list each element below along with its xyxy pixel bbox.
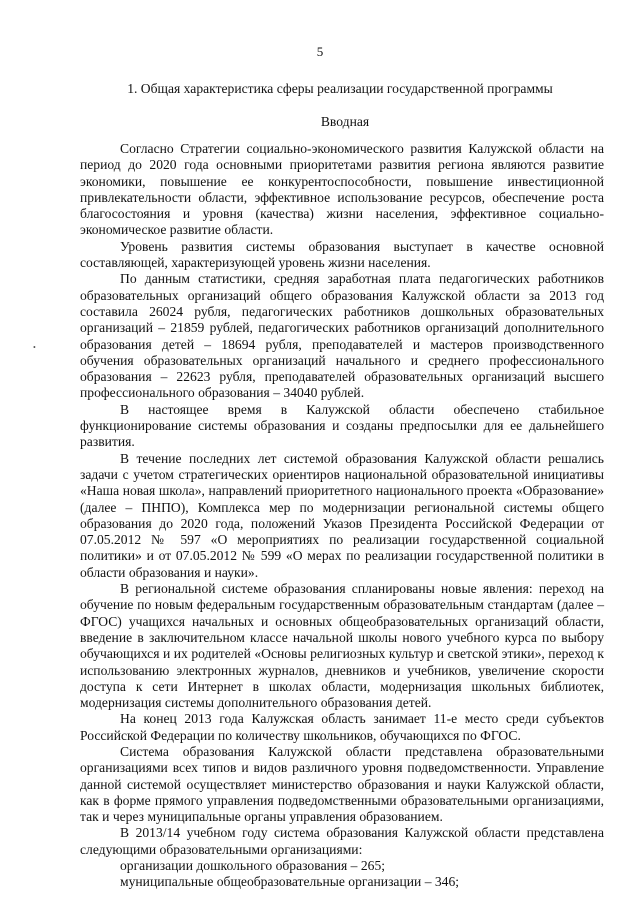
section-title: 1. Общая характеристика сферы реализации государственной программы [127,81,553,96]
stray-mark: • [33,343,36,352]
page-number: 5 [316,44,324,59]
paragraph-organizations-intro: В 2013/14 учебном году система образования Калужской области представлена следующими образовательными организациями: [80,825,604,857]
paragraph-new-phenomena: В региональной системе образования спланированы новые явления: переход на обучение по новым федеральным государственным образовательным стандартам (далее – ФГОС) учащихся начальных и основных общеобразовательных организаций области, введение в заключительном классе начальной школы нового учебного курса по выбору обучающихся и их родителей «Основы религиозных культур и светской этики», переход к использованию электронных журналов, дневников и учебников, увеличение скорости доступа к сети Интернет в школах области, модернизация школьных библиотек, модернизация системы дополнительного образования детей. [80,581,604,711]
list-item: организации дошкольного образования – 265; [120,858,386,874]
list-item: муниципальные общеобразовательные организации – 346; [120,874,460,890]
paragraph-tasks: В течение последних лет системой образования Калужской области решались задачи с учетом стратегических ориентиров национальной образовательной инициативы «Наша новая школа», направлений приоритетного национального проекта «Образование» (далее – ПНПО), Комплекса мер по модернизации региональной системы общего образования до 2020 года, положений Указов Президента Российской Федерации от 07.05.2012 № 597 «О мероприятиях по реализации государственной социальной политики» и от 07.05.2012 № 599 «О мерах по реализации государственной политики в области образования и науки». [80,450,604,580]
subheading: Вводная [320,114,370,129]
paragraph-strategy: Согласно Стратегии социально-экономического развития Калужской области на период до 2020 года основными приоритетами развития региона являются развитие экономики, повышение ее конкурентоспособности, повышение инвестиционной привлекательности области, эффективное использование ресурсов, обеспечение роста благосостояния и уровня (качества) жизни населения, эффективное социально-экономическое развитие области. [80,141,604,238]
paragraph-system-structure: Система образования Калужской области представлена образовательными организациями всех типов и видов различного уровня подведомственности. Управление данной системой осуществляет министерство образования и науки Калужской области, как в форме прямого управления подведомственными образовательными организациями, так и через муниципальные органы управления образованием. [80,743,604,825]
paragraph-stable-functioning: В настоящее время в Калужской области обеспечено стабильное функционирование системы образования и созданы предпосылки для ее дальнейшего развития. [80,401,604,450]
paragraph-education-level: Уровень развития системы образования выступает в качестве основной составляющей, характеризующей уровень жизни населения. [80,238,604,271]
body-text [80,141,604,891]
paragraph-fgos-rank: На конец 2013 года Калужская область занимает 11-е место среди субъектов Российской Федерации по количеству школьников, обучающихся по ФГОС. [80,711,604,743]
paragraph-salary-statistics: По данным статистики, средняя заработная плата педагогических работников образовательных организаций общего образования Калужской области за 2013 год составила 26024 рубля, педагогических работников дошкольных образовательных организаций – 21859 рублей, педагогических работников организаций дополнительного образования детей – 18694 рубля, преподавателей и мастеров производственного обучения образовательных организаций начального и среднего профессионального образования – 22623 рубля, преподавателей образовательных организаций высшего профессионального образования – 34040 рублей. [80,271,604,401]
